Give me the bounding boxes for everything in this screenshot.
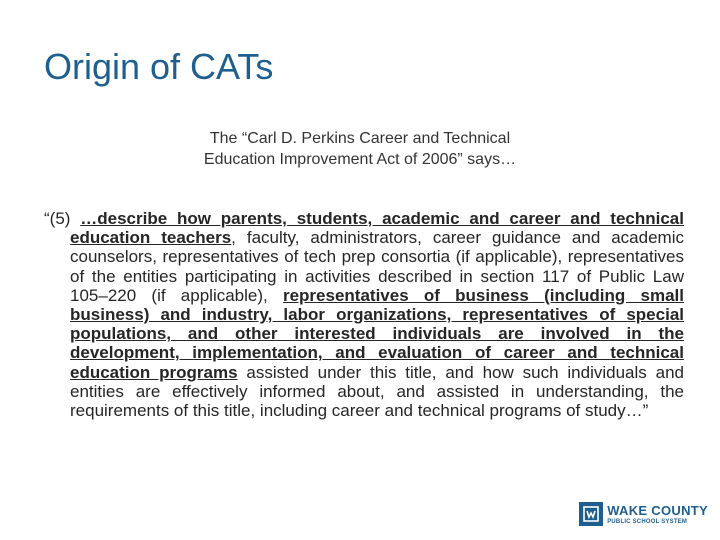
quote-involved-emphasis: representatives of business (including small business) and industry, labor organizations, representatives of special populations, and other interested individuals are involved in the development, implementation, and evaluation of career and technical education programs [70, 285, 684, 382]
slide-title: Origin of CATs [44, 46, 274, 87]
quote-end: assisted under this title, and how such individuals and entities are effectively informed about, and assisted in understanding, the requirements of this title, including career and technical programs of study…” [70, 362, 685, 421]
subtitle-line-2: Education Improvement Act of 2006” says… [203, 151, 517, 168]
quote-describe-emphasis: …describe how parents, students, academic and career and technical education teachers [70, 209, 684, 248]
subtitle [150, 128, 570, 170]
quote-open: “(5) [44, 209, 81, 228]
perkins-act-quote [44, 209, 684, 420]
logo-tagline: PUBLIC SCHOOL SYSTEM [607, 518, 688, 525]
wake-county-mark-icon [579, 502, 603, 526]
wake-county-logo [579, 502, 708, 526]
quote-middle: , faculty, administrators, career guidance and academic counselors, representatives of tech prep consortia (if applicable), representatives of the entities participating in activities described in section 117 of Public Law 105–220 (if applicable), [70, 228, 684, 305]
subtitle-line-1: The “Carl D. Perkins Career and Technical [209, 130, 511, 147]
logo-name: WAKE COUNTY [607, 502, 708, 518]
